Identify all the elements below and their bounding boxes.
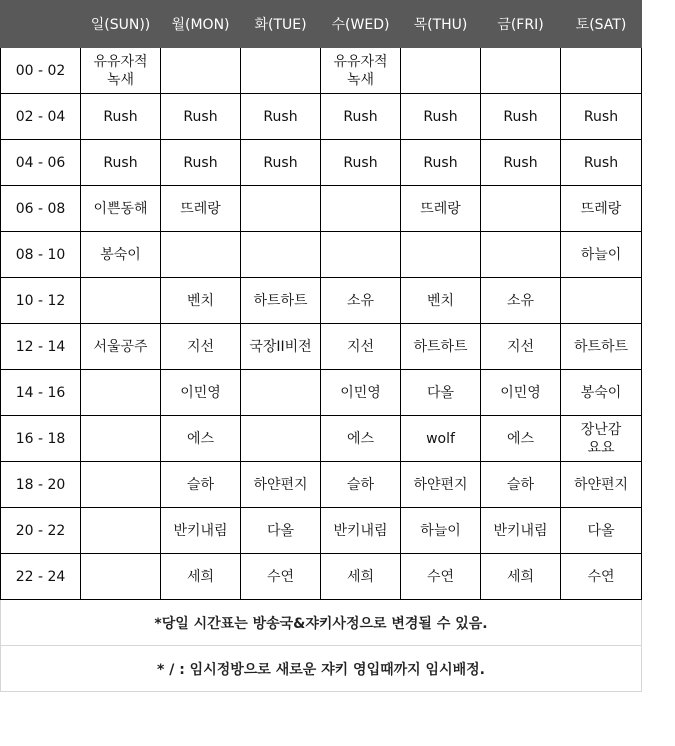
program-cell <box>241 232 321 278</box>
schedule-row <box>1 416 642 462</box>
program-cell: 다올 <box>241 508 321 554</box>
header-corner <box>1 1 81 48</box>
header-day: 화(TUE) <box>241 1 321 48</box>
program-cell: 지선 <box>161 324 241 370</box>
program-cell: 슬하 <box>321 462 401 508</box>
program-cell: 세희 <box>481 554 561 600</box>
program-cell: 수연 <box>401 554 481 600</box>
program-cell <box>161 232 241 278</box>
program-cell: 소유 <box>321 278 401 324</box>
program-cell: 수연 <box>561 554 642 600</box>
schedule-row <box>1 48 642 94</box>
program-cell: wolf <box>401 416 481 462</box>
program-cell: 벤치 <box>161 278 241 324</box>
program-cell <box>561 278 642 324</box>
program-cell <box>241 186 321 232</box>
program-cell: 하늘이 <box>401 508 481 554</box>
program-cell: 슬하 <box>161 462 241 508</box>
schedule-row <box>1 370 642 416</box>
schedule-row <box>1 462 642 508</box>
time-slot: 02 - 04 <box>1 94 81 140</box>
program-cell <box>81 554 161 600</box>
program-cell: 하트하트 <box>401 324 481 370</box>
program-cell: 하늘이 <box>561 232 642 278</box>
program-cell: 뜨레랑 <box>161 186 241 232</box>
program-cell: 벤치 <box>401 278 481 324</box>
header-day: 수(WED) <box>321 1 401 48</box>
note-text: * / : 임시정방으로 새로운 쟈키 영입때까지 임시배정. <box>1 646 642 692</box>
schedule-row <box>1 140 642 186</box>
header-day: 일(SUN)) <box>81 1 161 48</box>
program-cell: 유유자적 녹새 <box>321 48 401 94</box>
program-cell <box>161 48 241 94</box>
program-cell: Rush <box>481 94 561 140</box>
program-cell <box>481 232 561 278</box>
program-cell <box>321 232 401 278</box>
program-cell: 하얀편지 <box>561 462 642 508</box>
program-cell: 하얀편지 <box>241 462 321 508</box>
program-cell <box>321 186 401 232</box>
program-cell: 에스 <box>161 416 241 462</box>
program-cell: Rush <box>81 140 161 186</box>
program-cell: 에스 <box>481 416 561 462</box>
program-cell: 반키내림 <box>161 508 241 554</box>
program-cell <box>481 186 561 232</box>
time-slot: 20 - 22 <box>1 508 81 554</box>
program-cell: 소유 <box>481 278 561 324</box>
program-cell: 반키내림 <box>481 508 561 554</box>
header-day: 월(MON) <box>161 1 241 48</box>
time-slot: 16 - 18 <box>1 416 81 462</box>
program-cell <box>401 232 481 278</box>
time-slot: 00 - 02 <box>1 48 81 94</box>
program-cell: Rush <box>321 94 401 140</box>
program-cell: Rush <box>401 94 481 140</box>
program-cell: 장난감 요요 <box>561 416 642 462</box>
program-cell <box>81 462 161 508</box>
program-cell: Rush <box>161 94 241 140</box>
program-cell: 이민영 <box>161 370 241 416</box>
time-slot: 22 - 24 <box>1 554 81 600</box>
time-slot: 14 - 16 <box>1 370 81 416</box>
program-cell: 유유자적 녹새 <box>81 48 161 94</box>
time-slot: 12 - 14 <box>1 324 81 370</box>
program-cell <box>81 508 161 554</box>
program-cell: 다올 <box>401 370 481 416</box>
program-cell: 세희 <box>161 554 241 600</box>
program-cell: 하트하트 <box>241 278 321 324</box>
note-row <box>1 646 642 692</box>
time-slot: 18 - 20 <box>1 462 81 508</box>
program-cell <box>481 48 561 94</box>
program-cell <box>81 278 161 324</box>
schedule-row <box>1 554 642 600</box>
program-cell: 지선 <box>481 324 561 370</box>
program-cell: 뜨레랑 <box>401 186 481 232</box>
program-cell <box>241 48 321 94</box>
program-cell: Rush <box>401 140 481 186</box>
program-cell: Rush <box>241 94 321 140</box>
program-cell: 국장II비전 <box>241 324 321 370</box>
program-cell <box>81 370 161 416</box>
program-cell: 이쁜동해 <box>81 186 161 232</box>
program-cell: 에스 <box>321 416 401 462</box>
program-cell <box>401 48 481 94</box>
program-cell: 봉숙이 <box>561 370 642 416</box>
note-text: *당일 시간표는 방송국&쟈키사정으로 변경될 수 있음. <box>1 600 642 646</box>
program-cell: 서울공주 <box>81 324 161 370</box>
time-slot: 10 - 12 <box>1 278 81 324</box>
program-cell: 수연 <box>241 554 321 600</box>
time-slot: 06 - 08 <box>1 186 81 232</box>
schedule-row <box>1 94 642 140</box>
program-cell: 이민영 <box>321 370 401 416</box>
program-cell <box>561 48 642 94</box>
header-day: 금(FRI) <box>481 1 561 48</box>
schedule-row <box>1 508 642 554</box>
program-cell: Rush <box>81 94 161 140</box>
header-row <box>1 1 642 48</box>
program-cell <box>241 416 321 462</box>
program-cell: 봉숙이 <box>81 232 161 278</box>
program-cell: 반키내림 <box>321 508 401 554</box>
program-cell <box>81 416 161 462</box>
program-cell: 다올 <box>561 508 642 554</box>
program-cell: Rush <box>161 140 241 186</box>
note-row <box>1 600 642 646</box>
program-cell: Rush <box>481 140 561 186</box>
schedule-row <box>1 324 642 370</box>
program-cell: 세희 <box>321 554 401 600</box>
program-cell: Rush <box>561 94 642 140</box>
program-cell: 하트하트 <box>561 324 642 370</box>
program-cell <box>241 370 321 416</box>
time-slot: 08 - 10 <box>1 232 81 278</box>
program-cell: 슬하 <box>481 462 561 508</box>
time-slot: 04 - 06 <box>1 140 81 186</box>
schedule-body <box>1 48 642 600</box>
program-cell: Rush <box>321 140 401 186</box>
program-cell: Rush <box>241 140 321 186</box>
header-day: 토(SAT) <box>561 1 642 48</box>
program-cell: 뜨레랑 <box>561 186 642 232</box>
schedule-row <box>1 278 642 324</box>
schedule-row <box>1 232 642 278</box>
program-cell: 이민영 <box>481 370 561 416</box>
program-cell: Rush <box>561 140 642 186</box>
program-cell: 지선 <box>321 324 401 370</box>
header-day: 목(THU) <box>401 1 481 48</box>
program-cell: 하얀편지 <box>401 462 481 508</box>
schedule-row <box>1 186 642 232</box>
